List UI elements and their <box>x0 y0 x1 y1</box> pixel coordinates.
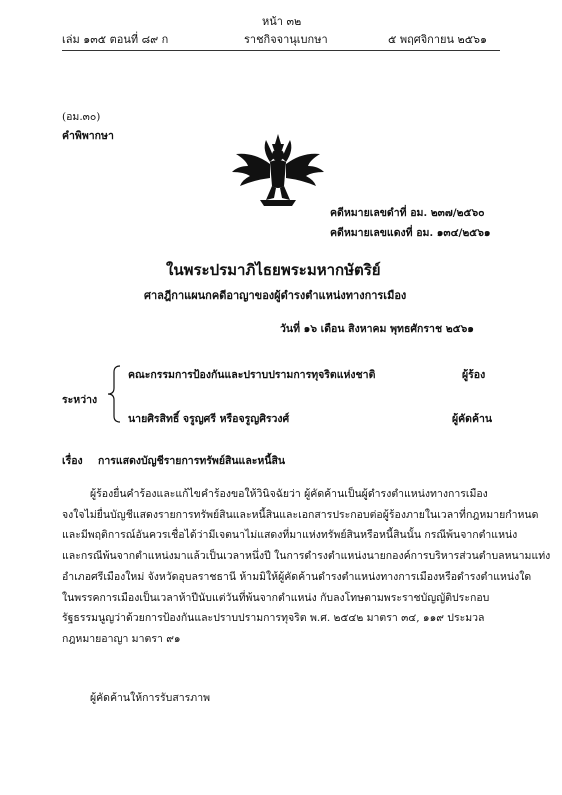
paragraph-line: กฎหมายอาญา มาตรา ๙๑ <box>62 632 181 645</box>
defendant-name: นายศิรสิทธิ์ จรูญศรี หรือจรูญศิรวงศ์ <box>128 413 290 425</box>
paragraph-line: ผู้ร้องยื่นคำร้องและแก้ไขคำร้องขอให้วินิจฉัยว่า ผู้คัดค้านเป็นผู้ดำรงตำแหน่งทางการเมือง <box>90 488 488 500</box>
between-label: ระหว่าง <box>62 394 98 406</box>
court-name: ศาลฎีกาแผนกคดีอาญาของผู้ดำรงตำแหน่งทางการเมือง <box>144 289 407 302</box>
paragraph-line: และมีพฤติการณ์อันควรเชื่อได้ว่ามีเจตนาไม่แสดงที่มาแห่งทรัพย์สินหรือหนี้สินนั้น กรณีพ้นจากตำแหน่ง <box>62 529 518 542</box>
red-case-number: คดีหมายเลขแดงที่ อม. ๑๓๔/๒๕๖๑ <box>330 227 491 239</box>
garuda-emblem-icon <box>228 132 328 208</box>
royal-title: ในพระปรมาภิไธยพระมหากษัตริย์ <box>166 261 381 279</box>
decision-date: วันที่ ๑๖ เดือน สิงหาคม พุทธศักราช ๒๕๖๑ <box>280 323 474 335</box>
page-number: หน้า ๓๒ <box>262 15 302 28</box>
paragraph-line: อำเภอศรีเมืองใหม่ จังหวัดอุบลราชธานี ห้ามมิให้ผู้คัดค้านดำรงตำแหน่งทางการเมืองหรือดำรงตำแหน่งใด <box>62 570 532 583</box>
paragraph-line: ผู้คัดค้านให้การรับสารภาพ <box>90 692 211 704</box>
gazette-name: ราชกิจจานุเบกษา <box>244 33 328 46</box>
gazette-volume: เล่ม ๑๓๕ ตอนที่ ๘๙ ก <box>62 33 169 46</box>
document-type: คำพิพากษา <box>62 130 114 142</box>
paragraph-line: ในพรรคการเมืองเป็นเวลาห้าปีนับแต่วันที่พ้นจากตำแหน่ง กับลงโทษตามพระราชบัญญัติประกอบ <box>62 591 490 604</box>
plaintiff-name: คณะกรรมการป้องกันและปราบปรามการทุจริตแห่งชาติ <box>128 369 376 381</box>
header-divider <box>62 50 500 51</box>
party-brace <box>106 364 122 428</box>
plaintiff-role: ผู้ร้อง <box>462 369 486 381</box>
gazette-date: ๕ พฤศจิกายน ๒๕๖๑ <box>388 33 487 46</box>
subject-label: เรื่อง <box>62 455 83 467</box>
paragraph-line: และกรณีพ้นจากตำแหน่งมาแล้วเป็นเวลาหนึ่งปี ในการดำรงตำแหน่งนายกองค์การบริหารส่วนตำบลหนามแท่ง <box>62 550 551 563</box>
black-case-number: คดีหมายเลขดำที่ อม. ๒๓๗/๒๕๖๐ <box>330 207 485 219</box>
defendant-role: ผู้คัดค้าน <box>452 413 493 425</box>
form-code: (อม.๓๐) <box>62 111 101 123</box>
paragraph-line: จงใจไม่ยื่นบัญชีแสดงรายการทรัพย์สินและหนี้สินและเอกสารประกอบต่อผู้ร้องภายในเวลาที่กฎหมายกำหนด <box>62 508 539 521</box>
judgment-paragraph <box>62 484 551 650</box>
answer-paragraph <box>62 688 502 709</box>
paragraph-line: รัฐธรรมนูญว่าด้วยการป้องกันและปราบปรามการทุจริต พ.ศ. ๒๕๔๒ มาตรา ๓๔, ๑๑๙ ประมวล <box>62 612 485 625</box>
subject-text: การแสดงบัญชีรายการทรัพย์สินและหนี้สิน <box>98 455 286 467</box>
